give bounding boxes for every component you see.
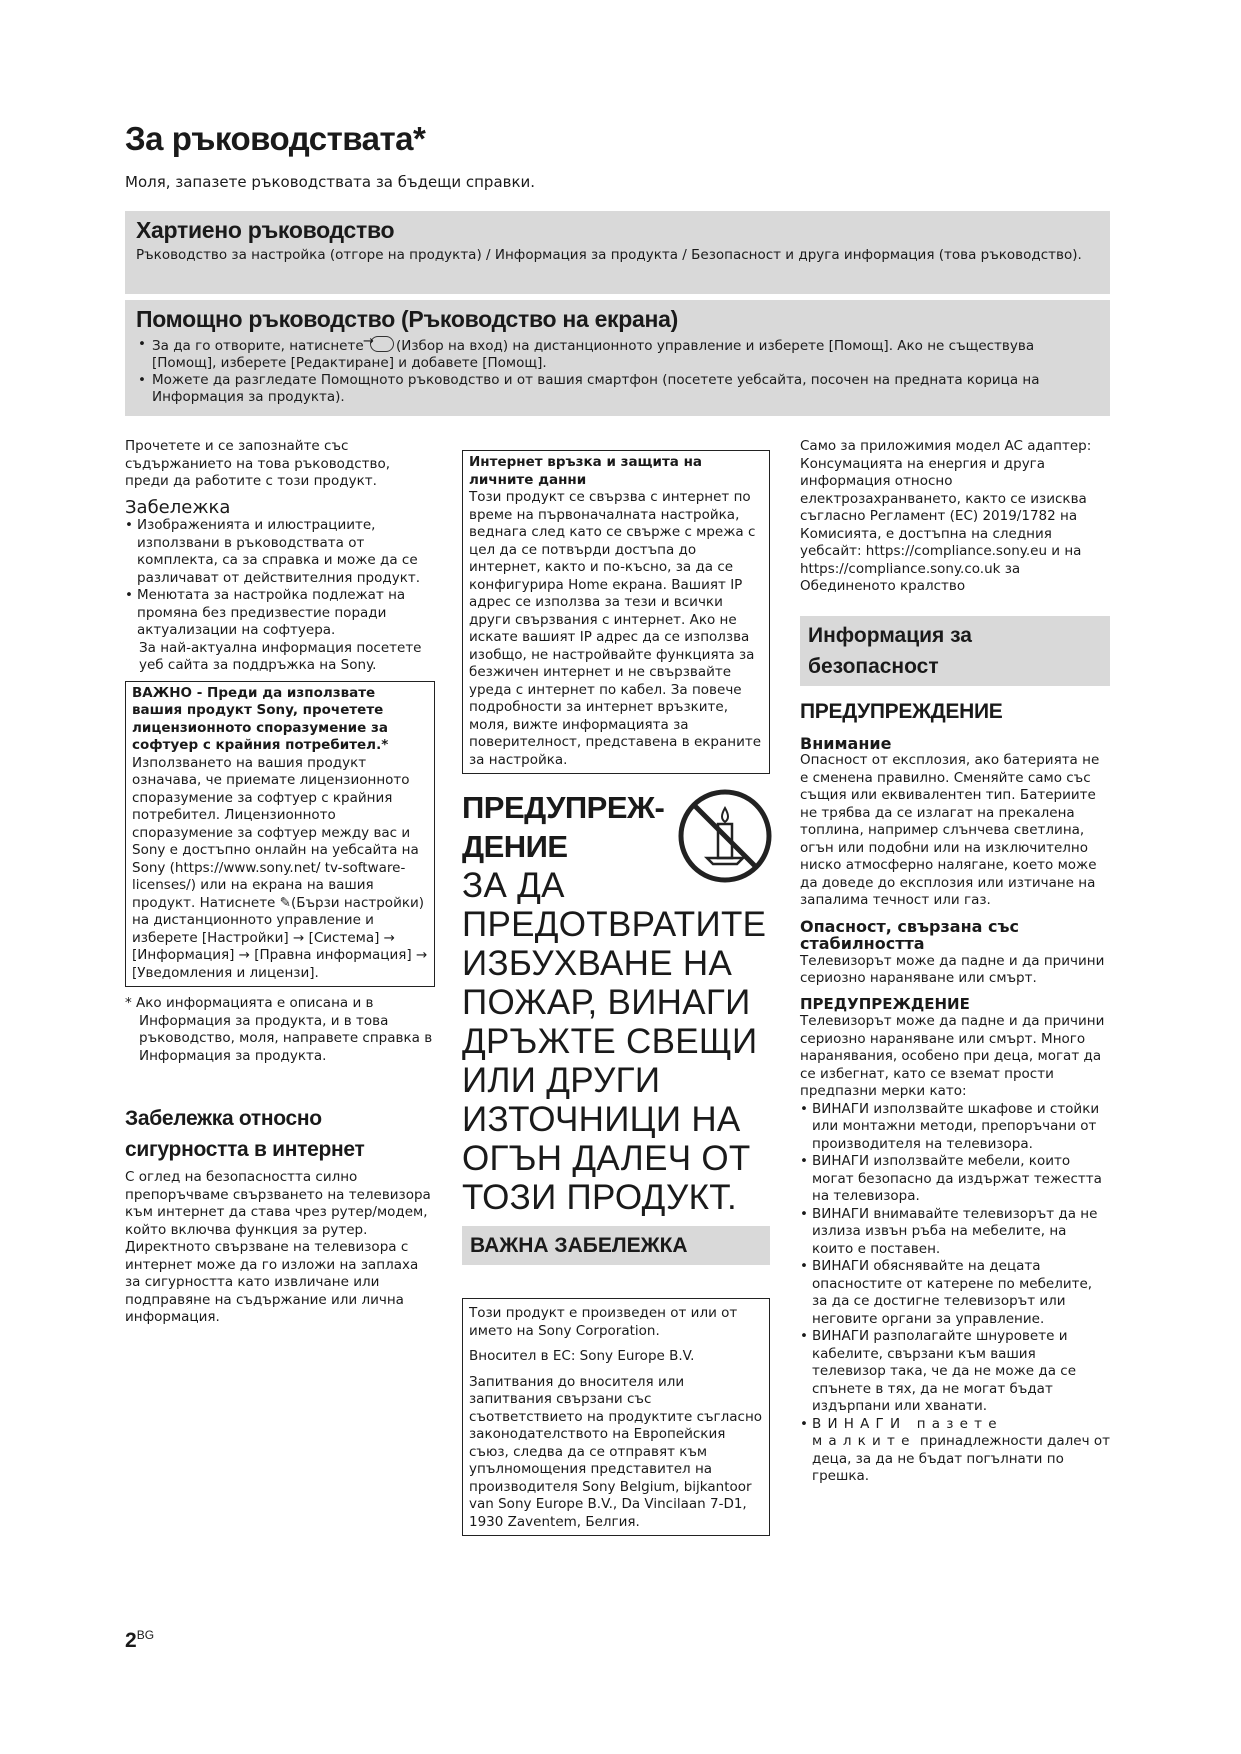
note-bullet-1: • Изображенията и илюстрациите, използвани в ръководствата от комплекта, са за справка и може да се различават от действителния продукт. [125,517,435,587]
page-number [125,1628,154,1653]
help-bullet-1-pre: За да го отворите, натиснете [152,338,368,354]
paper-manual-box [125,211,1110,294]
help-guide-title: Помощно ръководство (Ръководство на екрана) [136,306,678,332]
help-guide-bullet-1 [136,336,1099,372]
column-2 [462,438,770,1536]
importer-text-2: Вносител в ЕС: Sony Europe B.V. [469,1348,695,1364]
help-bullet-1-post: (Избор на вход) на дистанционното управление и изберете [Помощ]. Ако не съществува [Помощ], изберете [Редактиране] и добавете [Помощ]. [152,338,1035,371]
importer-text-1: Този продукт е произведен от или от името на Sony Corporation. [469,1305,738,1339]
safety-bullet-6-rest: принадлежности далеч от деца, за да не бъдат погълнати по грешка. [812,1433,1110,1484]
column-1 [125,438,435,1327]
stability-title: Опасност, свързана със стабилността [800,916,1019,953]
internet-security-title: Забележка относно сигурността в интернет [125,1107,365,1161]
help-guide-list [136,336,1099,406]
help-guide-box [125,300,1110,416]
warning-title: ПРЕДУПРЕЖДЕНИЕ [800,699,1003,723]
importer-text-3: Запитвания до вносителя или запитвания свързани със съответствието на продуктите съгласно законодателството на Европейския съюз, следва да се отправят към упълномощения представител на производителя Sony Belgium, bijkantoor van Sony Europe B.V., Da Vincilaan 7-D1, 1930 Zaventem, Белгия. [469,1373,763,1530]
no-candles-icon [677,788,773,884]
privacy-title: Интернет връзка и защита на личните данни [469,454,703,488]
note-bullet-2: • Менютата за настройка подлежат на промяна без предизвестие поради актуализации на софтуера. [125,587,435,640]
eula-text-post: (Бързи настройки) на дистанционното управление и изберете [Настройки] → [Система] → [Информация] → [Правна информация] → [Уведомления и лицензи]. [132,894,428,981]
caution-text: Опасност от експлозия, ако батерията не е сменена правилно. Сменяйте само със същия или еквивалентен тип. Батериите не трябва да се излагат на прекалена топлина, например слънчева светлина, огън или подобни или на изключително ниско атмосферно налягане, което може да доведе до експлозия или изтичане на запалима течност или газ. [800,752,1100,908]
safety-info-title: Информация за безопасност [800,616,1110,686]
stability-text: Телевизорът може да падне и да причини сериозно нараняване или смърт. [800,952,1105,986]
eula-title: ВАЖНО - Преди да използвате вашия продукт Sony, прочетете лицензионното споразумение за софтуер с крайния потребител.* [132,684,389,753]
fire-warning-block [462,788,770,1218]
page-title: За ръководствата* [125,120,426,157]
safety-bullet-3: • ВИНАГИ внимавайте телевизорът да не излиза извън ръба на мебелите, на които е поставен. [800,1206,1110,1259]
intro-text: Прочетете и се запознайте със съдържанието на това ръководство, преди да работите с този продукт. [125,438,391,489]
input-select-icon [370,336,394,352]
footnote: * Ако информацията е описана и в Информация за продукта, и в това ръководство, моля, направете справка в Информация за продукта. [125,995,433,1064]
caution-title: Внимание [800,733,892,753]
fire-warning-text: ЗА ДА ПРЕДОТВРАТИТЕ ИЗБУХВАНЕ НА ПОЖАР, ВИНАГИ ДРЪЖТЕ СВЕЩИ ИЛИ ДРУГИ ИЗТОЧНИЦИ НА ОГЪН ДАЛЕЧ ОТ ТОЗИ ПРОДУКТ. [462,866,767,1217]
eula-text [132,755,428,983]
help-guide-bullet-2: • Можете да разгледате Помощното ръководство и от вашия смартфон (посетете уебсайта, посочен на предната корица на Информация за продукта). [136,372,1099,406]
quick-settings-icon: ✎ [279,894,291,911]
ac-adapter-text: Само за приложимия модел AC адаптер: Консумацията на енергия и друга информация относно електрозахранването, както се изисква съгласно Регламент (ЕС) 2019/1782 на Комисията, е достъпна на следния уебсайт: https://compliance.sony.eu и на https://compliance.sony.co.uk за Обединеното кралство [800,438,1092,594]
paper-manual-title: Хартиено ръководство [136,217,395,243]
fire-warning-title: ПРЕДУПРЕЖ-ДЕНИЕ [462,790,665,864]
privacy-text: Този продукт се свързва с интернет по време на първоначалната настройка, веднага след като се свърже с мрежа с цел да се потвърди достъпа до интернет, както и по-късно, за да се конфигурира Home екрана. Вашият IP адрес се използва за тези и всички други свързвания с интернет. Ако не искате вашият IP адрес да се използва изобщо, не настройвайте функцията за безжичен интернет и не свързвайте уреда с интернет по кабел. За повече подробности за интернет връзките, моля, вижте информацията за поверителност, представена в екраните за настройка. [469,489,762,768]
important-note-title: ВАЖНА ЗАБЕЛЕЖКА [462,1226,770,1265]
safety-bullet-4: • ВИНАГИ обяснявайте на децата опасностите от катерене по мебелите, за да се достигне телевизорът или неговите органи за управление. [800,1258,1110,1328]
paper-manual-text: Ръководство за настройка (отгоре на продукта) / Информация за продукта / Безопасност и друга информация (това ръководство). [136,247,1082,263]
eula-text-pre: Използването на вашия продукт означава, че приемате лицензионното споразумение за софтуер с крайния потребител. Лицензионното споразумение за софтуер между вас и Sony е достъпно онлайн на уебсайта на Sony (https://www.sony.net/ tv-software-licenses/) или на екрана на вашия продукт. Натиснете [132,754,419,911]
page-language-code: BG [136,1628,155,1642]
safety-bullet-6-spaced: ВИНАГИ пазете малките [812,1415,1003,1449]
column-3 [800,438,1110,1486]
eula-box [125,681,435,988]
note-title: Забележка [125,496,231,518]
safety-bullet-1: • ВИНАГИ използвайте шкафове и стойки или монтажни методи, препоръчани от производителя на телевизора. [800,1101,1110,1154]
warning-2-text: Телевизорът може да падне и да причини сериозно нараняване или смърт. Много наранявания, особено при деца, могат да се избегнат, като се вземат прости предпазни мерки като: [800,1013,1105,1099]
warning-2-title: ПРЕДУПРЕЖДЕНИЕ [800,994,970,1013]
safety-bullet-5: • ВИНАГИ разполагайте шнуровете и кабелите, свързани към вашия телевизор така, че да не може да се спънете в тях, да не могат бъдат издърпани или хванати. [800,1328,1110,1416]
page-number-value: 2 [125,1629,137,1652]
safety-bullet-2: • ВИНАГИ използвайте мебели, които могат безопасно да издържат тежестта на телевизора. [800,1153,1110,1206]
privacy-box [462,450,770,774]
internet-security-text: С оглед на безопасността силно препоръчваме свързването на телевизора към интернет да става чрез рутер/модем, който включва функция за рутер. Директното свързване на телевизора с интернет може да го изложи на заплаха за сигурността като извличане или подправяне на съдържание или лична информация. [125,1169,431,1325]
page-subtitle: Моля, запазете ръководствата за бъдещи справки. [125,173,536,191]
note-bullet-2-extra: За най-актуална информация посетете уеб сайта за поддръжка на Sony. [139,639,422,673]
importer-box [462,1298,770,1536]
safety-bullet-6 [800,1416,1110,1486]
